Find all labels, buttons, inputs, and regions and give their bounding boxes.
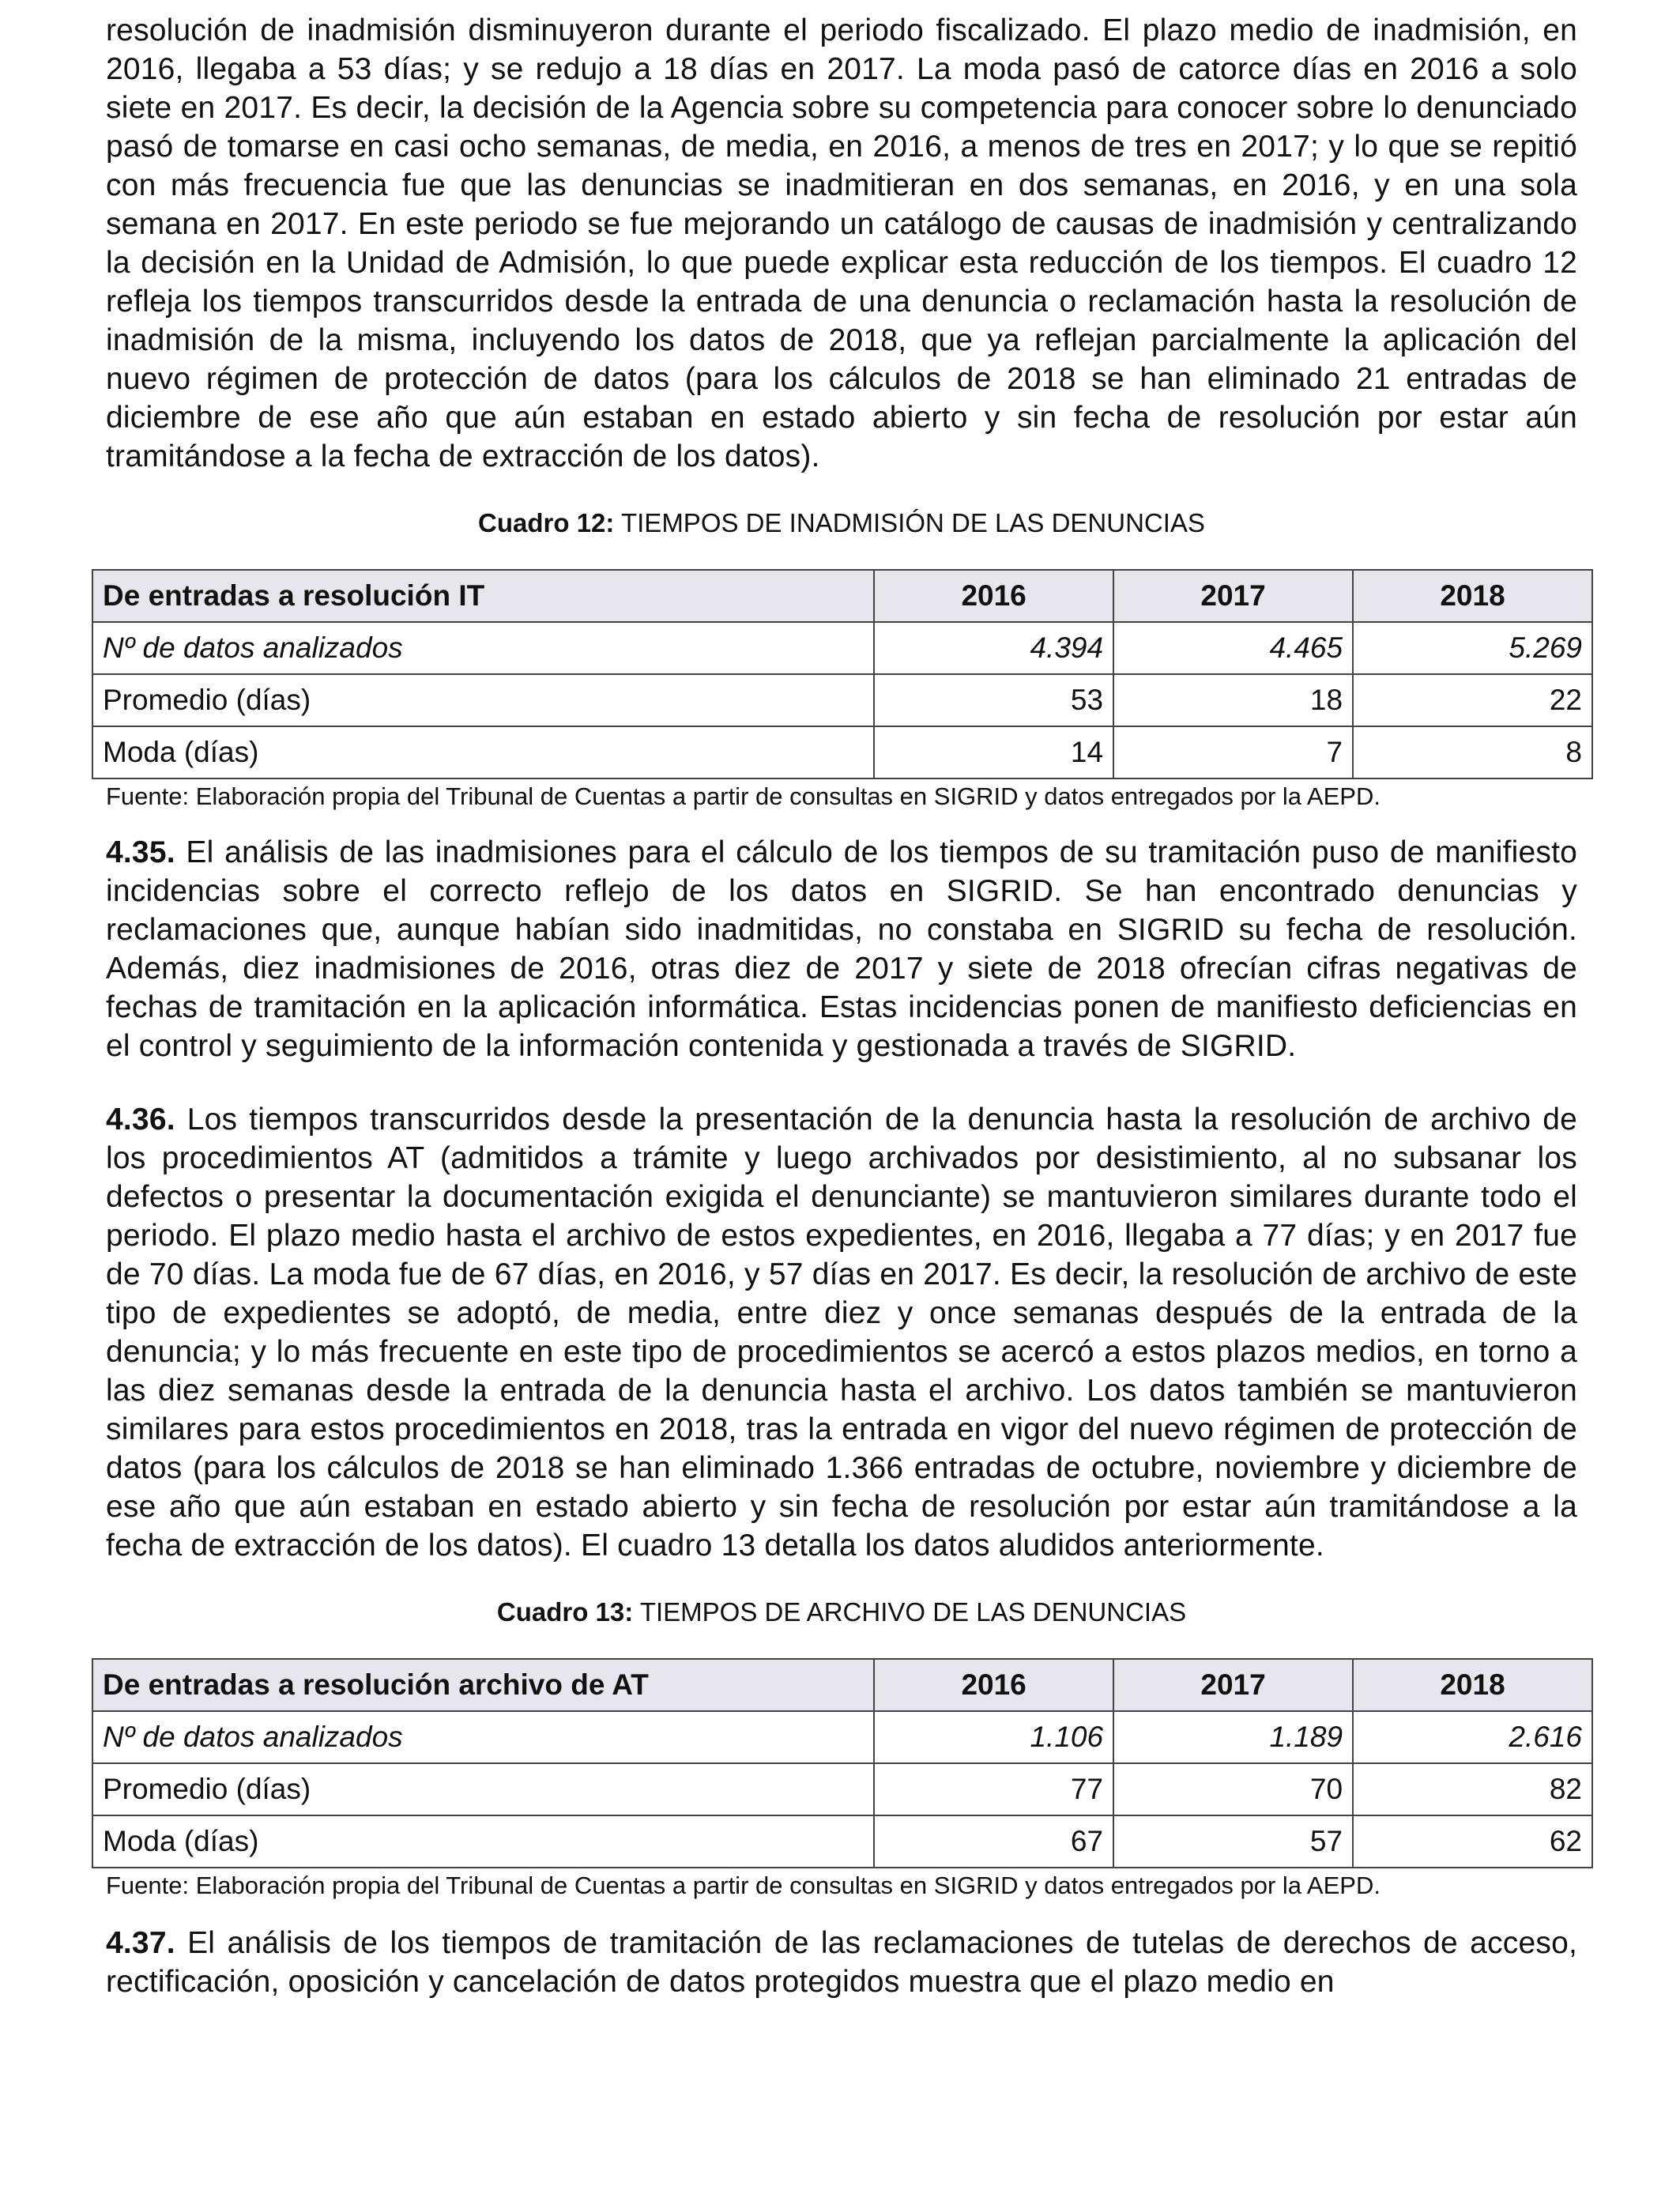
table-row: [92, 1763, 1592, 1815]
cell-2016: 67: [874, 1815, 1113, 1868]
paragraph-number: 4.35.: [106, 835, 175, 869]
table13-header-2018: 2018: [1353, 1659, 1592, 1711]
cell-2016: 4.394: [874, 622, 1113, 674]
table12-header-2017: 2017: [1113, 570, 1353, 622]
row-label: Promedio (días): [92, 1763, 874, 1815]
paragraph-4-35: [106, 833, 1577, 1065]
paragraph-4-37: [106, 1924, 1577, 2001]
paragraph-text: El análisis de las inadmisiones para el cálculo de los tiempos de su tramitación puso de manifiesto incidencias sobre el correcto reflejo de los datos en SIGRID. Se han encontrado denuncias y reclamaciones que, aunque habían sido inadmitidas, no constaba en SIGRID su fecha de resolución. Además, diez inadmisiones de 2016, otras diez de 2017 y siete de 2018 ofrecían cifras negativas de fechas de tramitación en la aplicación informática. Estas incidencias ponen de manifiesto deficiencias en el control y seguimiento de la información contenida y gestionada a través de SIGRID.: [106, 835, 1577, 1063]
paragraph-4-36: [106, 1100, 1577, 1565]
table-row: [92, 622, 1592, 674]
table-row: [92, 674, 1592, 726]
table13: [92, 1658, 1593, 1868]
row-label: Moda (días): [92, 726, 874, 778]
cell-2017: 7: [1113, 726, 1353, 778]
cell-2016: 14: [874, 726, 1113, 778]
document-page: [103, 11, 1582, 2001]
cell-2016: 1.106: [874, 1711, 1113, 1763]
table13-caption-label: Cuadro 13:: [496, 1597, 634, 1627]
table12-caption-label: Cuadro 12:: [478, 508, 615, 537]
cell-2017: 70: [1113, 1763, 1353, 1815]
cell-2017: 57: [1113, 1815, 1353, 1868]
table12-header-2016: 2016: [874, 570, 1113, 622]
table12-caption-title: TIEMPOS DE INADMISIÓN DE LAS DENUNCIAS: [620, 508, 1205, 537]
table13-header-label: De entradas a resolución archivo de AT: [92, 1659, 874, 1711]
cell-2018: 62: [1353, 1815, 1592, 1868]
table13-header-row: [92, 1659, 1592, 1711]
cell-2016: 53: [874, 674, 1113, 726]
table12-header-row: [92, 570, 1592, 622]
paragraph-number: 4.37.: [106, 1926, 175, 1960]
table12-header-2018: 2018: [1353, 570, 1592, 622]
paragraph-text: Los tiempos transcurridos desde la presentación de la denuncia hasta la resolución de archivo de los procedimientos AT (admitidos a trámite y luego archivados por desistimiento, al no subsanar los defectos o presentar la documentación exigida el denunciante) se mantuvieron similares durante todo el periodo. El plazo medio hasta el archivo de estos expedientes, en 2016, llegaba a 77 días; y en 2017 fue de 70 días. La moda fue de 67 días, en 2016, y 57 días en 2017. Es decir, la resolución de archivo de este tipo de expedientes se adoptó, de media, entre diez y once semanas después de la entrada de la denuncia; y lo más frecuente en este tipo de procedimientos se acercó a estos plazos medios, en torno a las diez semanas desde la entrada de la denuncia hasta el archivo. Los datos también se mantuvieron similares para estos procedimientos en 2018, tras la entrada en vigor del nuevo régimen de protección de datos (para los cálculos de 2018 se han eliminado 1.366 entradas de octubre, noviembre y diciembre de ese año que aún estaban en estado abierto y sin fecha de resolución por estar aún tramitándose a la fecha de extracción de los datos). El cuadro 13 detalla los datos aludidos anteriormente.: [106, 1103, 1577, 1563]
row-label: Nº de datos analizados: [92, 1711, 874, 1763]
row-label: Nº de datos analizados: [92, 622, 874, 674]
table-row: [92, 1711, 1592, 1763]
table13-caption-title: TIEMPOS DE ARCHIVO DE LAS DENUNCIAS: [639, 1597, 1187, 1627]
cell-2017: 1.189: [1113, 1711, 1353, 1763]
cell-2018: 22: [1353, 674, 1592, 726]
row-label: Promedio (días): [92, 674, 874, 726]
cell-2018: 8: [1353, 726, 1592, 778]
cell-2018: 82: [1353, 1763, 1592, 1815]
table-row: [92, 726, 1592, 778]
table12-source: Fuente: Elaboración propia del Tribunal de Cuentas a partir de consultas en SIGRID y datos entregados por la AEPD.: [106, 782, 1381, 810]
table12-header-label: De entradas a resolución IT: [92, 570, 874, 622]
table13-caption: [106, 1596, 1577, 1628]
table13-source: Fuente: Elaboración propia del Tribunal de Cuentas a partir de consultas en SIGRID y datos entregados por la AEPD.: [106, 1872, 1381, 1899]
cell-2017: 4.465: [1113, 622, 1353, 674]
cell-2016: 77: [874, 1763, 1113, 1815]
table13-header-2017: 2017: [1113, 1659, 1353, 1711]
cell-2017: 18: [1113, 674, 1353, 726]
cell-2018: 5.269: [1353, 622, 1592, 674]
table13-header-2016: 2016: [874, 1659, 1113, 1711]
table12-caption: [106, 507, 1577, 539]
table12: [92, 569, 1593, 779]
paragraph-number: 4.36.: [106, 1103, 175, 1137]
row-label: Moda (días): [92, 1815, 874, 1868]
table-row: [92, 1815, 1592, 1868]
paragraph-text: El análisis de los tiempos de tramitación de las reclamaciones de tutelas de derechos de acceso, rectificación, oposición y cancelación de datos protegidos muestra que el plazo medio en: [106, 1926, 1577, 1999]
intro-paragraph: resolución de inadmisión disminuyeron durante el periodo fiscalizado. El plazo medio de inadmisión, en 2016, llegaba a 53 días; y se redujo a 18 días en 2017. La moda pasó de catorce días en 2016 a solo siete en 2017. Es decir, la decisión de la Agencia sobre su competencia para conocer sobre lo denunciado pasó de tomarse en casi ocho semanas, de media, en 2016, a menos de tres en 2017; y lo que se repitió con más frecuencia fue que las denuncias se inadmitieran en dos semanas, en 2016, y en una sola semana en 2017. En este periodo se fue mejorando un catálogo de causas de inadmisión y centralizando la decisión en la Unidad de Admisión, lo que puede explicar esta reducción de los tiempos. El cuadro 12 refleja los tiempos transcurridos desde la entrada de una denuncia o reclamación hasta la resolución de inadmisión de la misma, incluyendo los datos de 2018, que ya reflejan parcialmente la aplicación del nuevo régimen de protección de datos (para los cálculos de 2018 se han eliminado 21 entradas de diciembre de ese año que aún estaban en estado abierto y sin fecha de resolución por estar aún tramitándose a la fecha de extracción de los datos).: [106, 13, 1577, 473]
cell-2018: 2.616: [1353, 1711, 1592, 1763]
